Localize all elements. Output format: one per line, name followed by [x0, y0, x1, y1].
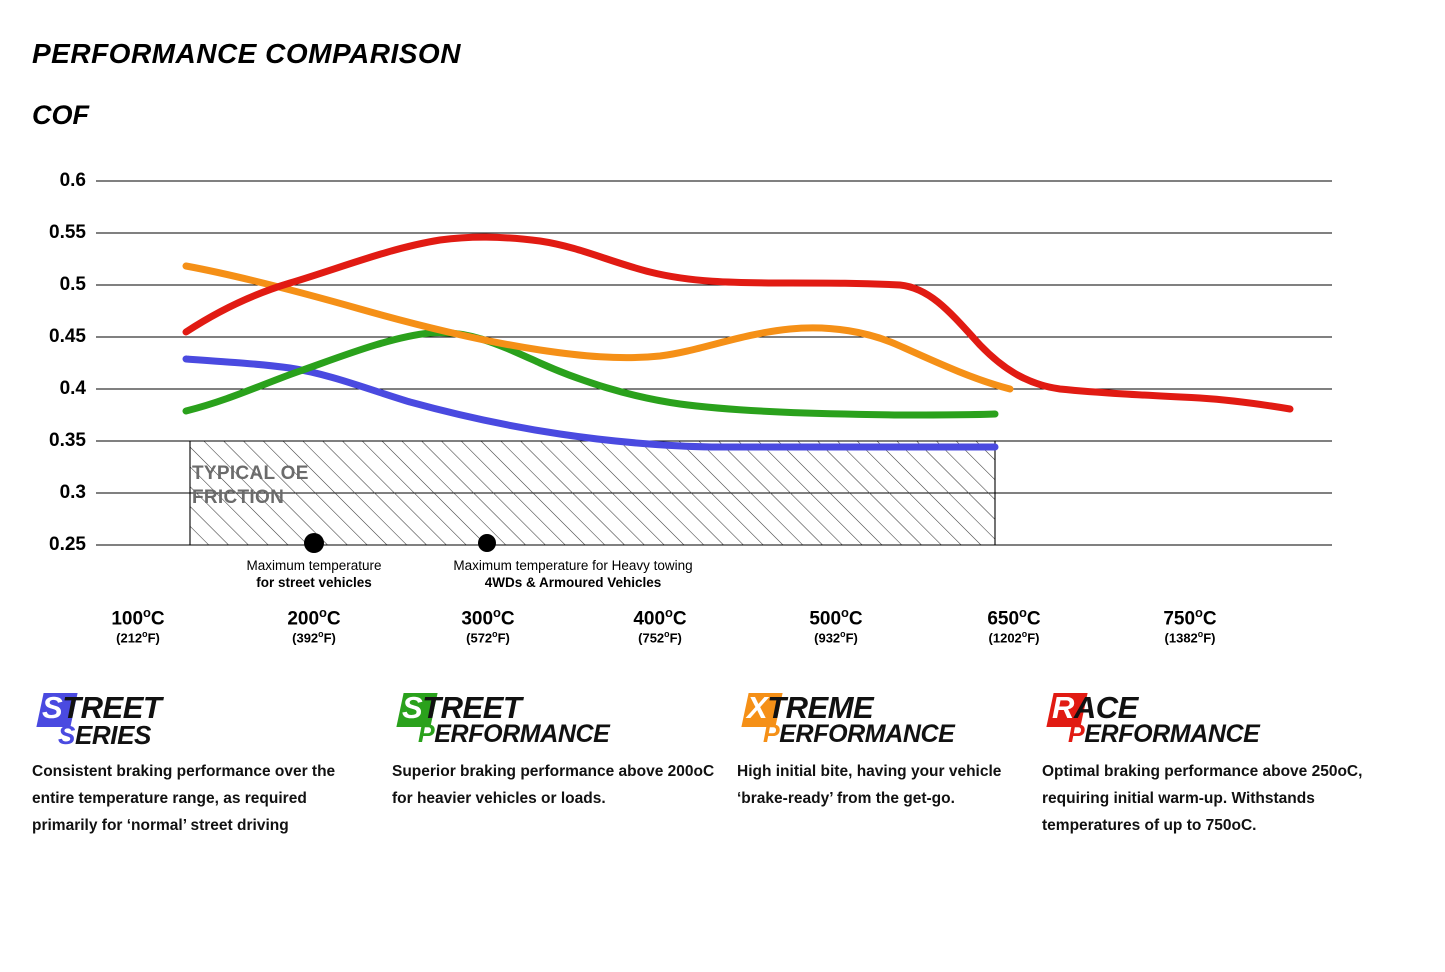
typical-oe-friction-band: [190, 441, 995, 545]
x-tick-750c-label: 750$^o$C: [1163, 605, 1217, 630]
y-tick-0_25: 0.25: [49, 534, 86, 555]
x-tick-500c: [776, 606, 896, 647]
x-tick-500c-label: 500$^o$C: [809, 605, 863, 630]
legend-product-cards: [0, 690, 1445, 839]
logo-word-secondary: SERIES: [58, 720, 151, 750]
y-tick-0_3: 0.3: [59, 482, 86, 503]
legend-card-xtreme-performance: [737, 690, 1042, 839]
legend-card-description: Superior braking performance above 200oC for heavier vehicles or loads.: [392, 763, 715, 808]
y-tick-0_35: 0.35: [49, 430, 86, 451]
x-tick-100c-f: (212$^o$F): [116, 629, 160, 646]
y-tick-0_55: 0.55: [49, 222, 86, 243]
logo-word-primary: RACE: [1052, 690, 1138, 725]
x-tick-650c: [954, 606, 1074, 647]
y-tick-0_6: 0.6: [59, 170, 86, 191]
annotation-towing-line2: 4WDs & Armoured Vehicles: [484, 574, 662, 590]
legend-card-street-series: [32, 690, 392, 839]
x-tick-100c: [78, 606, 198, 647]
x-tick-400c-label: 400$^o$C: [633, 605, 687, 630]
x-tick-300c-f: (572$^o$F): [466, 629, 510, 646]
x-tick-200c: [254, 606, 374, 647]
logo-race-performance: [1042, 690, 1364, 752]
x-tick-750c: [1130, 606, 1250, 647]
x-tick-300c-label: 300$^o$C: [461, 605, 515, 630]
legend-card-street-performance: [392, 690, 737, 839]
annotation-street-max-temp: [218, 558, 410, 592]
y-tick-0_5: 0.5: [59, 274, 86, 295]
typical-oe-friction-label-line2: FRICTION: [192, 486, 285, 508]
logo-word-primary: STREET: [42, 690, 162, 725]
x-tick-300c: [428, 606, 548, 647]
legend-card-race-performance: [1042, 690, 1382, 839]
x-tick-100c-label: 100$^o$C: [111, 605, 165, 630]
logo-word-primary: XTREME: [747, 690, 874, 725]
annotation-towing-line1: Maximum temperature for Heavy towing: [453, 558, 693, 573]
x-tick-650c-label: 650$^o$C: [987, 605, 1041, 630]
y-tick-0_4: 0.4: [59, 378, 86, 399]
page-title: PERFORMANCE COMPARISON: [32, 38, 461, 69]
annotation-street-line2: for street vehicles: [256, 574, 372, 590]
logo-street-series: [32, 690, 374, 752]
logo-word-secondary: PERFORMANCE: [763, 720, 955, 748]
x-tick-750c-f: (1382$^o$F): [1164, 629, 1216, 646]
annotation-street-line1: Maximum temperature: [246, 558, 382, 573]
y-tick-0_45: 0.45: [49, 326, 86, 347]
x-tick-650c-f: (1202$^o$F): [988, 629, 1040, 646]
x-tick-500c-f: (932$^o$F): [814, 629, 858, 646]
series-line-street-series: [186, 359, 995, 447]
logo-word-primary: STREET: [402, 690, 522, 725]
y-axis-title: COF: [32, 100, 89, 130]
x-tick-200c-label: 200$^o$C: [287, 605, 341, 630]
logo-xtreme-performance: [737, 690, 1024, 752]
typical-oe-friction-label-line1: TYPICAL OE: [192, 463, 309, 484]
x-tick-200c-f: (392$^o$F): [292, 629, 336, 646]
annotation-towing-max-temp: [418, 558, 728, 592]
typical-oe-friction-label: [192, 462, 309, 510]
legend-card-description: Consistent braking performance over the entire temperature range, as required primarily for ‘normal’ street driving: [32, 763, 336, 835]
logo-word-secondary: PERFORMANCE: [1068, 720, 1260, 748]
x-tick-400c-f: (752$^o$F): [638, 629, 682, 646]
logo-street-performance: [392, 690, 719, 752]
legend-card-description: Optimal braking performance above 250oC, requiring initial warm-up. Withstands temperatures of up to 750oC.: [1042, 763, 1363, 835]
logo-word-secondary: PERFORMANCE: [418, 720, 610, 748]
legend-card-description: High initial bite, having your vehicle ‘brake-ready’ from the get-go.: [737, 763, 1002, 808]
x-tick-400c: [600, 606, 720, 647]
